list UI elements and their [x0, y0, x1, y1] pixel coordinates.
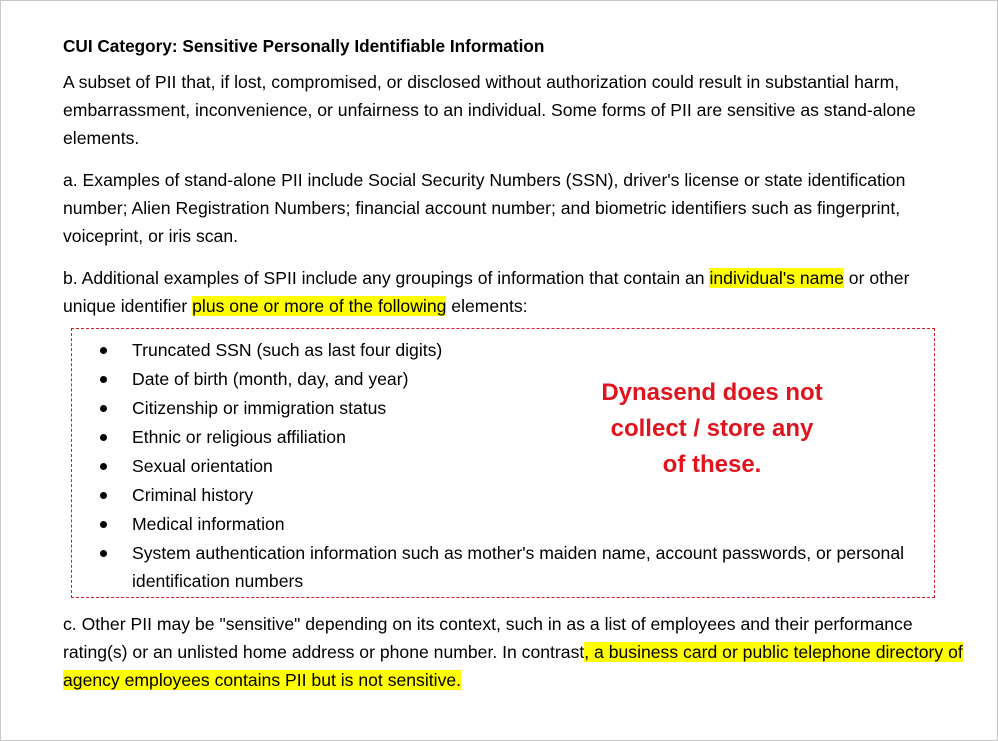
paragraph-c-text: c. Other PII may be "sensitive" depending on its context, such in as a list of employees and their performance rating(s) or an unlisted home address or phone number. In contrast [63, 614, 913, 662]
highlight-business-card: , a business card or public telephone directory of agency employees contains PII but is not sensitive. [63, 642, 963, 690]
list-item [72, 481, 912, 510]
list-item [72, 336, 912, 365]
paragraph-b-text-1: b. Additional examples of SPII include any groupings of information that contain an [63, 268, 710, 288]
dynasend-callout [572, 375, 852, 483]
list-item-text: Medical information [132, 514, 285, 534]
list-item-text: Criminal history [132, 485, 254, 505]
paragraph-b-text-2: or other unique identifier [63, 268, 910, 316]
bullet-icon [100, 463, 107, 470]
list-item [72, 510, 912, 539]
paragraph-a: a. Examples of stand-alone PII include Social Security Numbers (SSN), driver's license or state identification number; Alien Registration Numbers; financial account number; and biometric identifiers such as fingerprint, voiceprint, or iris scan. [63, 170, 906, 246]
document-title: CUI Category: Sensitive Personally Identifiable Information [63, 36, 545, 56]
paragraph-b-text-3: elements: [446, 296, 528, 316]
list-item-text: System authentication information such as mother's maiden name, account passwords, or personal identification numbers [132, 543, 905, 591]
list-item-text: Truncated SSN (such as last four digits) [132, 340, 443, 360]
paragraph-c [63, 610, 963, 694]
list-item [72, 539, 912, 595]
bullet-icon [100, 376, 107, 383]
callout-line-2: collect / store any [610, 415, 814, 442]
list-item-text: Ethnic or religious affiliation [132, 427, 346, 447]
list-item-text: Sexual orientation [132, 456, 273, 476]
bullet-icon [100, 434, 107, 441]
paragraph-b [63, 264, 963, 320]
bullet-icon [100, 492, 107, 499]
intro-paragraph: A subset of PII that, if lost, compromised, or disclosed without authorization could result in substantial harm, embarrassment, inconvenience, or unfairness to an individual. Some forms of PII are sensitive as stand-alone elements. [63, 72, 916, 148]
list-item-text: Citizenship or immigration status [132, 398, 387, 418]
callout-line-1: Dynasend does not [601, 379, 823, 406]
document-body [63, 35, 963, 708]
bullet-icon [100, 347, 107, 354]
list-item-text: Date of birth (month, day, and year) [132, 369, 409, 389]
highlight-individuals-name: individual's name [709, 268, 844, 288]
spii-elements-box [71, 328, 935, 598]
bullet-icon [100, 405, 107, 412]
highlight-plus-one-or-more: plus one or more of the following [192, 296, 447, 316]
bullet-icon [100, 521, 107, 528]
bullet-icon [100, 550, 107, 557]
callout-line-3: of these. [662, 451, 762, 478]
